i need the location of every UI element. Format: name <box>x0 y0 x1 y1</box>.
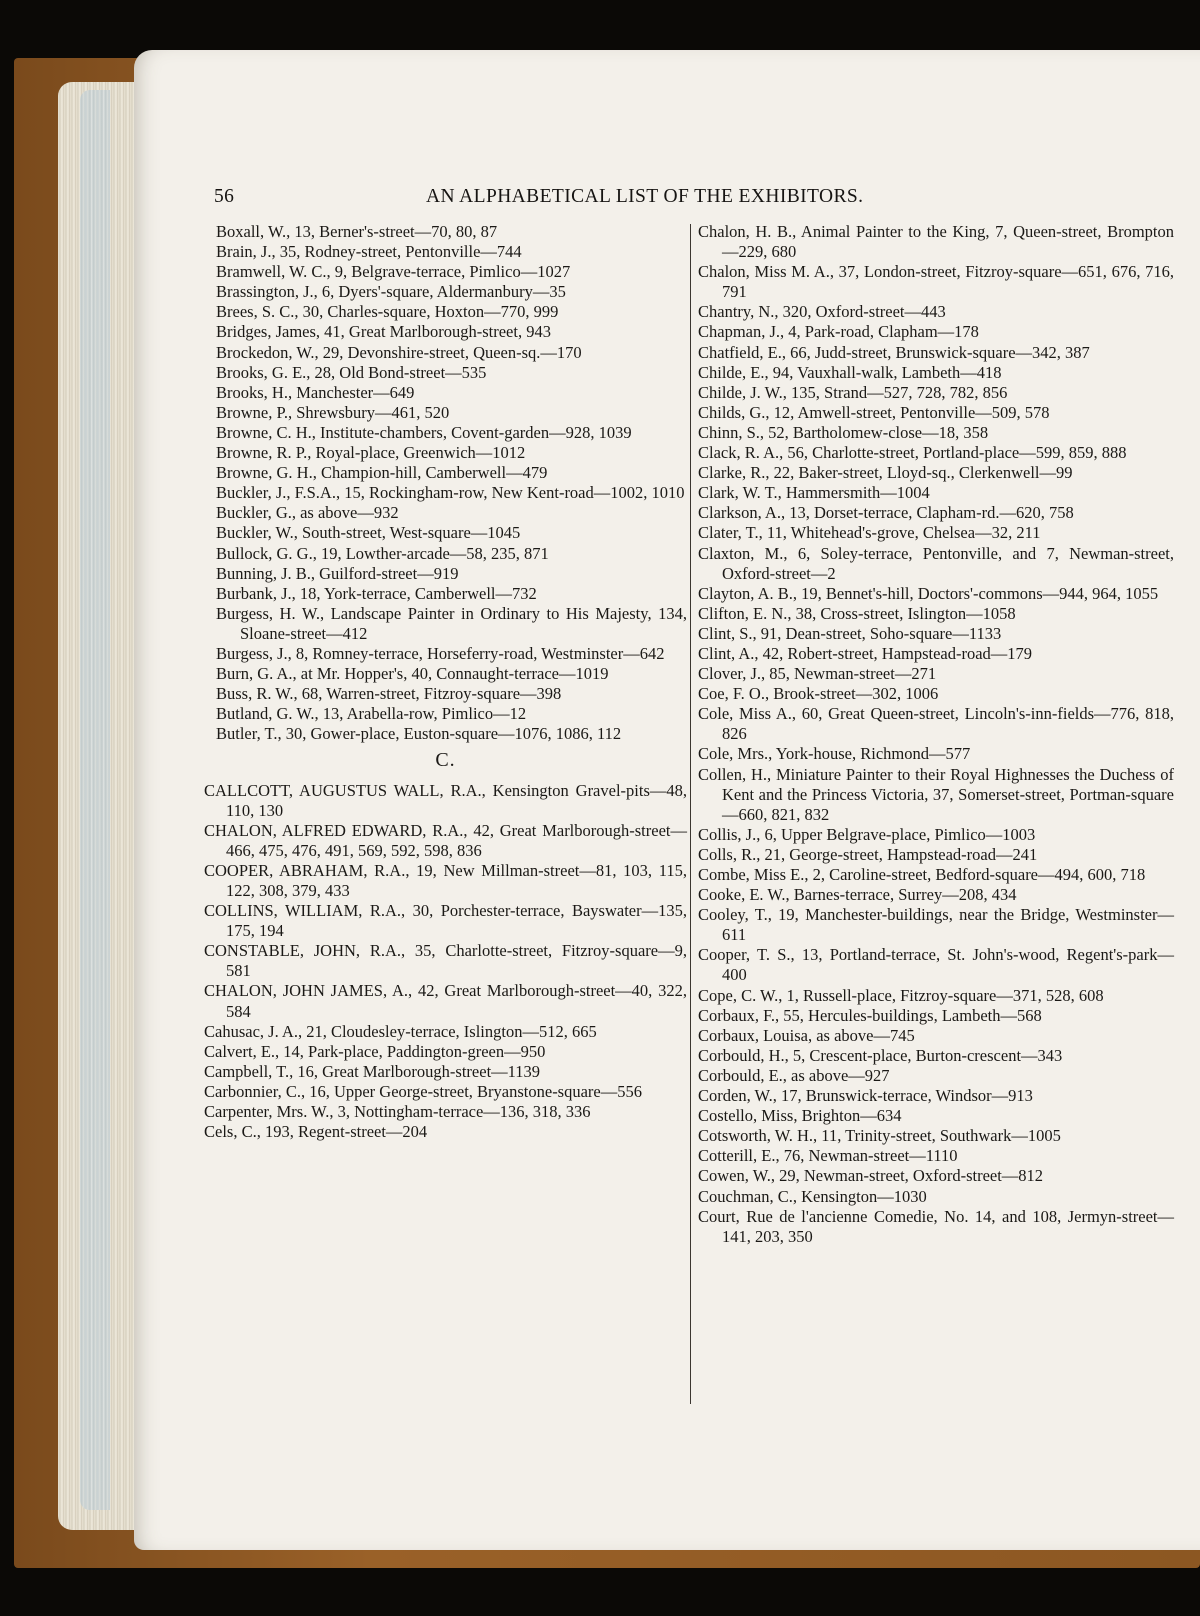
left-c-entries <box>204 781 687 1143</box>
exhibitor-entry: Childe, E., 94, Vauxhall-walk, Lambeth—418 <box>698 362 1002 382</box>
exhibitor-entry: Clarke, R., 22, Baker-street, Lloyd-sq., Clerkenwell—99 <box>698 463 1073 483</box>
exhibitor-entry: Corbaux, Louisa, as above—745 <box>698 1025 915 1045</box>
exhibitor-entry: Carpenter, Mrs. W., 3, Nottingham-terrace—136, 318, 336 <box>204 1102 591 1122</box>
exhibitor-entry: Browne, P., Shrewsbury—461, 520 <box>216 402 450 422</box>
exhibitor-entry: Clarkson, A., 13, Dorset-terrace, Clapham-rd.—620, 758 <box>698 503 1074 523</box>
exhibitor-entry: Burbank, J., 18, York-terrace, Camberwell—732 <box>216 583 537 603</box>
exhibitor-entry: Burn, G. A., at Mr. Hopper's, 40, Connaught-terrace—1019 <box>216 664 609 684</box>
exhibitor-entry: Childe, J. W., 135, Strand—527, 728, 782, 856 <box>698 382 1008 402</box>
exhibitor-entry: Cope, C. W., 1, Russell-place, Fitzroy-square—371, 528, 608 <box>698 985 1104 1005</box>
exhibitor-entry: Cooke, E. W., Barnes-terrace, Surrey—208, 434 <box>698 885 1017 905</box>
exhibitor-entry: Cotterill, E., 76, Newman-street—1110 <box>698 1146 958 1166</box>
exhibitor-entry: Cole, Mrs., York-house, Richmond—577 <box>698 744 971 764</box>
exhibitor-entry: Coe, F. O., Brook-street—302, 1006 <box>698 684 939 704</box>
exhibitor-entry: CHALON, JOHN JAMES, A., 42, Great Marlborough-street—40, 322, 584 <box>204 981 687 1021</box>
exhibitor-entry: Buckler, J., F.S.A., 15, Rockingham-row, New Kent-road—1002, 1010 <box>216 483 685 503</box>
exhibitor-entry: Bramwell, W. C., 9, Belgrave-terrace, Pimlico—1027 <box>216 262 571 282</box>
column-divider <box>690 224 691 1404</box>
exhibitor-entry: Clint, S., 91, Dean-street, Soho-square—1133 <box>698 623 1002 643</box>
section-letter: C. <box>435 749 456 772</box>
exhibitor-entry: Cooley, T., 19, Manchester-buildings, near the Bridge, Westminster—611 <box>698 905 1174 945</box>
exhibitor-entry: Browne, R. P., Royal-place, Greenwich—1012 <box>216 443 526 463</box>
exhibitor-entry: Butler, T., 30, Gower-place, Euston-square—1076, 1086, 112 <box>216 724 622 744</box>
exhibitor-entry: Chapman, J., 4, Park-road, Clapham—178 <box>698 322 979 342</box>
exhibitor-entry: Bridges, James, 41, Great Marlborough-street, 943 <box>216 322 551 342</box>
exhibitor-entry: Chantry, N., 320, Oxford-street—443 <box>698 302 946 322</box>
exhibitor-entry: Cowen, W., 29, Newman-street, Oxford-street—812 <box>698 1166 1044 1186</box>
exhibitor-entry: Clifton, E. N., 38, Cross-street, Islington—1058 <box>698 603 1016 623</box>
exhibitor-entry: Corbould, E., as above—927 <box>698 1065 890 1085</box>
exhibitor-entry: Chalon, Miss M. A., 37, London-street, Fitzroy-square—651, 676, 716, 791 <box>698 262 1174 302</box>
exhibitor-entry: Corbould, H., 5, Crescent-place, Burton-crescent—343 <box>698 1045 1063 1065</box>
exhibitor-entry: Court, Rue de l'ancienne Comedie, No. 14, and 108, Jermyn-street—141, 203, 350 <box>698 1206 1174 1246</box>
exhibitor-entry: Campbell, T., 16, Great Marlborough-street—1139 <box>204 1061 541 1081</box>
exhibitor-entry: Clater, T., 11, Whitehead's-grove, Chelsea—32, 211 <box>698 523 1041 543</box>
exhibitor-entry: CALLCOTT, AUGUSTUS WALL, R.A., Kensington Gravel-pits—48, 110, 130 <box>204 780 687 820</box>
left-b-entries <box>204 222 687 744</box>
exhibitor-entry: Clayton, A. B., 19, Bennet's-hill, Doctors'-commons—944, 964, 1055 <box>698 583 1159 603</box>
exhibitor-entry: Bunning, J. B., Guilford-street—919 <box>216 563 459 583</box>
exhibitor-entry: Clover, J., 85, Newman-street—271 <box>698 664 937 684</box>
exhibitor-entry: Boxall, W., 13, Berner's-street—70, 80, 87 <box>216 222 498 241</box>
exhibitor-entry: Buckler, G., as above—932 <box>216 503 399 523</box>
exhibitor-entry: Cahusac, J. A., 21, Cloudesley-terrace, Islington—512, 665 <box>204 1021 597 1041</box>
exhibitor-entry: Buckler, W., South-street, West-square—1045 <box>216 523 521 543</box>
exhibitor-entry: Cooper, T. S., 13, Portland-terrace, St. John's-wood, Regent's-park—400 <box>698 945 1174 985</box>
exhibitor-entry: Combe, Miss E., 2, Caroline-street, Bedford-square—494, 600, 718 <box>698 865 1146 884</box>
exhibitor-entry: Calvert, E., 14, Park-place, Paddington-green—950 <box>204 1041 546 1061</box>
running-title: AN ALPHABETICAL LIST OF THE EXHIBITORS. <box>426 186 864 207</box>
exhibitor-entry: Cotsworth, W. H., 11, Trinity-street, Southwark—1005 <box>698 1126 1061 1146</box>
exhibitor-entry: Butland, G. W., 13, Arabella-row, Pimlico—12 <box>216 704 527 724</box>
exhibitor-entry: Chinn, S., 52, Bartholomew-close—18, 358 <box>698 422 989 442</box>
exhibitor-entry: Childs, G., 12, Amwell-street, Pentonville—509, 578 <box>698 402 1050 422</box>
exhibitor-entry: Brockedon, W., 29, Devonshire-street, Queen-sq.—170 <box>216 342 582 362</box>
exhibitor-entry: Clark, W. T., Hammersmith—1004 <box>698 483 930 503</box>
exhibitor-entry: Colls, R., 21, George-street, Hampstead-road—241 <box>698 844 1038 864</box>
exhibitor-entry: Clint, A., 42, Robert-street, Hampstead-road—179 <box>698 643 1033 663</box>
exhibitor-entry: Collen, H., Miniature Painter to their Royal Highnesses the Duchess of Kent and the Princess Victoria, 37, Somerset-street, Portman-square—660, 821, 832 <box>698 764 1174 824</box>
exhibitor-entry: Burgess, H. W., Landscape Painter in Ordinary to His Majesty, 134, Sloane-street—412 <box>216 603 687 643</box>
page-header <box>210 186 1158 216</box>
exhibitor-entry: Brees, S. C., 30, Charles-square, Hoxton—770, 999 <box>216 302 559 322</box>
exhibitor-entry: Cels, C., 193, Regent-street—204 <box>204 1122 428 1142</box>
exhibitor-entry: Brooks, H., Manchester—649 <box>216 382 415 402</box>
right-column <box>698 222 1174 1247</box>
exhibitor-entry: Browne, G. H., Champion-hill, Camberwell—479 <box>216 463 548 483</box>
exhibitor-entry: Chatfield, E., 66, Judd-street, Brunswick-square—342, 387 <box>698 342 1090 362</box>
exhibitor-entry: Bullock, G. G., 19, Lowther-arcade—58, 235, 871 <box>216 543 549 563</box>
exhibitor-entry: Claxton, M., 6, Soley-terrace, Pentonville, and 7, Newman-street, Oxford-street—2 <box>698 543 1174 583</box>
exhibitor-entry: Collis, J., 6, Upper Belgrave-place, Pimlico—1003 <box>698 824 1036 844</box>
exhibitor-entry: Clack, R. A., 56, Charlotte-street, Portland-place—599, 859, 888 <box>698 443 1127 463</box>
exhibitor-entry: Couchman, C., Kensington—1030 <box>698 1186 927 1206</box>
exhibitor-entry: COLLINS, WILLIAM, R.A., 30, Porchester-terrace, Bayswater—135, 175, 194 <box>204 901 687 941</box>
exhibitor-entry: CHALON, ALFRED EDWARD, R.A., 42, Great Marlborough-street—466, 475, 476, 491, 569, 592, 598, 836 <box>204 820 687 860</box>
exhibitor-entry: Corbaux, F., 55, Hercules-buildings, Lambeth—568 <box>698 1005 1042 1025</box>
exhibitor-entry: CONSTABLE, JOHN, R.A., 35, Charlotte-street, Fitzroy-square—9, 581 <box>204 941 687 981</box>
left-column <box>204 222 687 1142</box>
exhibitor-entry: Buss, R. W., 68, Warren-street, Fitzroy-square—398 <box>216 684 562 704</box>
page-edges-tint <box>80 90 110 1510</box>
exhibitor-entry: Cole, Miss A., 60, Great Queen-street, Lincoln's-inn-fields—776, 818, 826 <box>698 704 1174 744</box>
exhibitor-entry: Corden, W., 17, Brunswick-terrace, Windsor—913 <box>698 1086 1033 1106</box>
exhibitor-entry: Chalon, H. B., Animal Painter to the King, 7, Queen-street, Brompton—229, 680 <box>698 222 1174 262</box>
exhibitor-entry: Brain, J., 35, Rodney-street, Pentonville—744 <box>216 242 522 262</box>
exhibitor-entry: Brooks, G. E., 28, Old Bond-street—535 <box>216 362 487 382</box>
exhibitor-entry: Burgess, J., 8, Romney-terrace, Horseferry-road, Westminster—642 <box>216 643 665 663</box>
exhibitor-entry: Costello, Miss, Brighton—634 <box>698 1106 902 1126</box>
right-entries <box>698 222 1174 1247</box>
exhibitor-entry: Brassington, J., 6, Dyers'-square, Aldermanbury—35 <box>216 282 566 302</box>
exhibitor-entry: Browne, C. H., Institute-chambers, Covent-garden—928, 1039 <box>216 422 632 442</box>
exhibitor-entry: Carbonnier, C., 16, Upper George-street, Bryanstone-square—556 <box>204 1081 642 1101</box>
page-number: 56 <box>214 186 235 207</box>
exhibitor-entry: COOPER, ABRAHAM, R.A., 19, New Millman-street—81, 103, 115, 122, 308, 379, 433 <box>204 860 687 900</box>
